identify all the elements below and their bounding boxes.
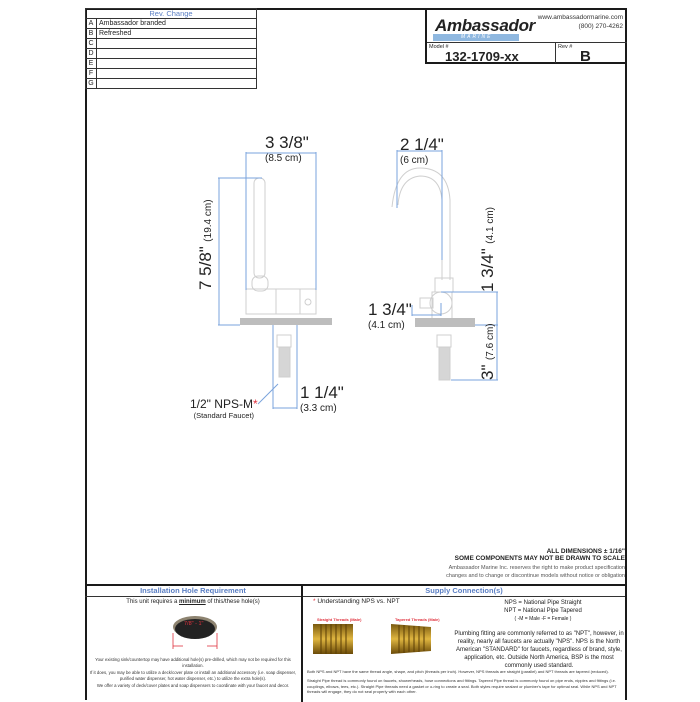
dim-cm: (7.6 cm)	[485, 323, 496, 361]
rev-letter: B	[86, 29, 97, 39]
bottom-panel	[85, 584, 627, 700]
supply-header: Supply Connection(s)	[303, 586, 625, 597]
install-text-3: We offer a variety of deck/cover plates and soap dispensers to coordinate with your faucet and decor.	[96, 683, 290, 688]
mf-def: ( -M = Male -F = Female )	[514, 616, 572, 622]
dim-inch: 7 5/8"	[196, 246, 215, 290]
note-disclaimer-1: Ambassador Marine Inc. reserves the right to make product specification	[448, 565, 625, 571]
logo-text: Ambassador	[435, 16, 535, 35]
fine-print-2: Straight Pipe thread is commonly found on faucets, showerheads, hose connections and fittings. Tapered Pipe thread is commonly found on pipe ends, nipples and fittings (i.e. couplings, elbows, tees, etc.). Straight Pipe threads need a gasket or o-ring to create a seal. Both styles require sealant or plumber's tape for optimal seal. While NPS and NPT threads will engage, they do not seal properly with each other.	[307, 678, 617, 694]
nps-def: NPS = National Pipe Straight	[504, 600, 582, 606]
note-disclaimer-2: changes and to change or discontinue models without notice or obligation	[446, 573, 625, 579]
note-dimensions: ALL DIMENSIONS ± 1/16"	[546, 548, 625, 555]
dim-side-above-deck	[478, 207, 498, 292]
logo-subtext: MARINE	[461, 34, 493, 40]
dim-shank-width	[300, 383, 344, 414]
straight-thread-icon	[313, 624, 353, 654]
fine-print-1: Both NPS and NPT have the same thread angle, shape, and pitch (threads per inch). However, NPS threads are straight (parallel) and NPT threads are tapered (reduced).	[307, 669, 609, 674]
dim-side-handle	[368, 300, 412, 331]
dim-front-width	[265, 133, 309, 164]
thread-star: *	[252, 397, 258, 411]
tapered-thread-label: Tapered Threads (Male)	[395, 617, 440, 622]
star: *	[313, 598, 318, 605]
installation-section	[85, 586, 303, 702]
dim-cm: (8.5 cm)	[265, 153, 302, 164]
dim-inch: 1 3/4"	[478, 248, 497, 292]
phone-number: (800) 270-4262	[578, 23, 623, 30]
definitions	[463, 599, 623, 623]
dim-cm: (4.1 cm)	[368, 320, 405, 331]
dim-inch: 1 3/4"	[368, 300, 412, 319]
note-scale: SOME COMPONENTS MAY NOT BE DRAWN TO SCALE	[454, 555, 625, 562]
rev-letter: G	[86, 79, 97, 89]
dim-cm: (4.1 cm)	[485, 207, 496, 244]
rev-letter: F	[86, 69, 97, 79]
thread-images	[303, 621, 453, 661]
dim-front-height	[196, 199, 216, 290]
thread-callout	[190, 397, 258, 420]
dim-side-shank	[478, 323, 498, 380]
req-text: This unit requires a	[126, 599, 179, 605]
req-bold: minimum	[179, 599, 206, 605]
rev-letter: A	[86, 19, 97, 29]
npt-def: NPT = National Pipe Tapered	[504, 608, 582, 614]
thread-label: 1/2" NPS-M	[190, 397, 253, 411]
dim-cm: (3.3 cm)	[300, 403, 337, 414]
dim-cm: (6 cm)	[400, 155, 429, 166]
supply-section	[303, 586, 625, 702]
nps-paragraph: Plumbing fitting are commonly referred to as "NPT", however, in reality, nearly all faucets are actually "NPS". NPS is the North American "STANDARD" for faucets, regardless of brand, style, application, etc. Outside North America, BSP is the most commonly used standard.	[454, 631, 624, 669]
website-link[interactable]: www.ambassadormarine.com	[537, 14, 623, 21]
side-deck	[415, 318, 475, 327]
model-number: 132-1709-xx	[445, 49, 519, 64]
front-view	[246, 178, 316, 377]
req-text: of this/these hole(s)	[205, 599, 260, 605]
tapered-thread-icon	[391, 624, 431, 654]
dim-side-reach	[400, 135, 444, 166]
dim-cm: (19.4 cm)	[203, 199, 214, 242]
rev-letter: D	[86, 49, 97, 59]
rev-header: Rev. Change	[86, 9, 257, 19]
dim-inch: 3"	[478, 364, 497, 380]
dim-inch: 3 3/8"	[265, 133, 309, 152]
install-text-1: Your existing sink/countertop may have additional hole(s) pre-drilled, which may not be required for this installation.	[95, 657, 291, 668]
hole-icon	[85, 605, 303, 657]
installation-header: Installation Hole Requirement	[85, 586, 301, 597]
rev-change: Ambassador branded	[97, 19, 257, 29]
straight-thread-label: Straight Threads (Male)	[317, 617, 362, 622]
hole-size: 7/8" - 1"	[184, 621, 204, 627]
rev-letter: C	[86, 39, 97, 49]
dimension-notes	[446, 548, 625, 580]
understanding-text: Understanding NPS vs. NPT	[317, 598, 400, 605]
dim-inch: 1 1/4"	[300, 383, 344, 402]
rev-value: B	[580, 48, 591, 65]
rev-change: Refreshed	[97, 29, 257, 39]
understanding-title	[313, 598, 400, 605]
dimension-lines	[218, 150, 498, 409]
dim-inch: 2 1/4"	[400, 135, 444, 154]
install-text-2: If it does, you may be able to utilize a deck/cover plate or install an additional accessory (i.e. soap dispenser, purified water dispenser, hot water dispenser, etc.) to utilize the extra hole(s).	[89, 670, 297, 681]
front-deck	[240, 318, 332, 325]
model-label: Model #	[429, 44, 449, 50]
thread-sub: (Standard Faucet)	[193, 411, 255, 420]
rev-letter: E	[86, 59, 97, 69]
rev-label: Rev #	[558, 44, 573, 50]
side-view	[392, 168, 453, 380]
